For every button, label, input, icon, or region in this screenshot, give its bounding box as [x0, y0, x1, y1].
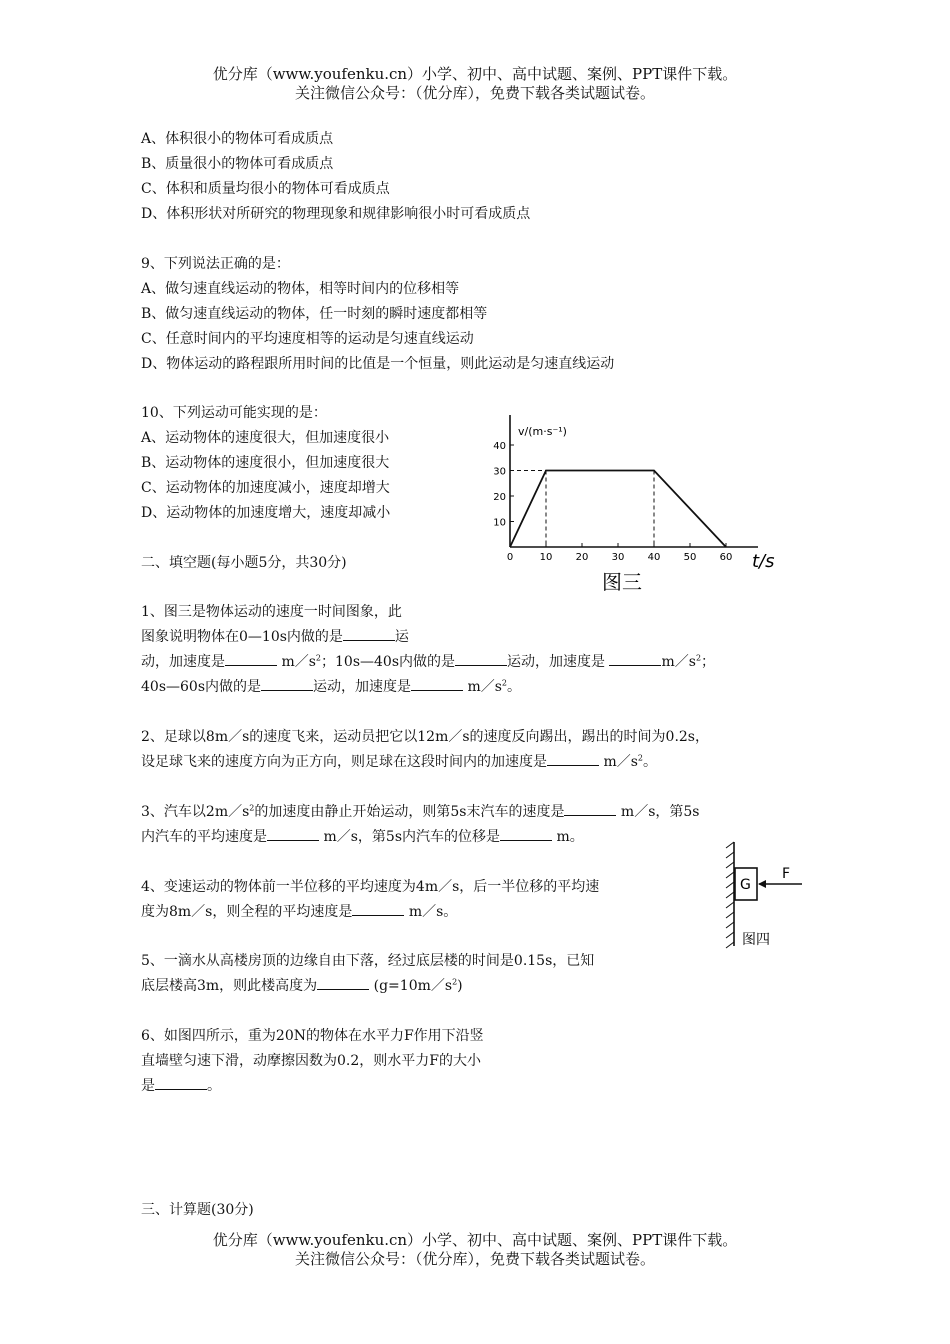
- fill-q2-line-1: 2、足球以8m／s的速度飞来，运动员把它以12m／s的速度反向踢出，踢出的时间为0.2s，: [141, 729, 709, 745]
- answer-blank[interactable]: [609, 653, 661, 666]
- fill-q1-text-3a: 动，加速度是: [141, 654, 225, 670]
- force-label: F: [782, 866, 791, 882]
- y-tick-label: 10: [493, 517, 506, 529]
- superscript-2: 2: [249, 803, 255, 813]
- page-footer-line-2: 关注微信公众号：（优分库），免费下载各类试题试卷。: [294, 1250, 655, 1268]
- answer-blank[interactable]: [500, 828, 552, 841]
- fill-q3-text-1c: m／s，第5s: [616, 804, 700, 820]
- fill-q1-text-4c: m／s: [463, 679, 502, 695]
- y-tick-label: 40: [493, 441, 506, 452]
- x-tick-label: 40: [647, 552, 661, 563]
- fill-q1-line-4: [141, 676, 521, 696]
- fill-q4-line-2: [141, 901, 457, 921]
- answer-blank[interactable]: [225, 653, 277, 666]
- force-arrow-head: [758, 880, 766, 888]
- answer-blank[interactable]: [155, 1077, 207, 1090]
- y-tick-label: 20: [493, 492, 506, 503]
- fill-q2-text-2b: m／s: [599, 754, 638, 770]
- x-tick-label: 10: [539, 552, 553, 563]
- fill-q2-text-2a: 设足球飞来的速度方向为正方向，则足球在这段时间内的加速度是: [141, 754, 547, 770]
- figure-4-wall-block: [718, 838, 818, 956]
- q9-option-d: D、物体运动的路程跟所用时间的比值是一个恒量，则此运动是匀速直线运动: [141, 356, 615, 372]
- fill-q1-text-3d: 运动，加速度是: [507, 654, 610, 670]
- fill-q1-line-2: [141, 626, 409, 646]
- q9-option-c: C、任意时间内的平均速度相等的运动是匀速直线运动: [141, 331, 474, 347]
- fill-q1-line-3: [141, 651, 715, 671]
- superscript-2: 2: [695, 653, 702, 663]
- vt-x-axis-label: t/s: [752, 551, 775, 572]
- fill-q5-line-1: 5、一滴水从高楼房顶的边缘自由下落，经过底层楼的时间是0.15s，已知: [141, 953, 595, 969]
- block-g-label: G: [740, 877, 751, 893]
- fill-q2-line-2: [141, 751, 657, 771]
- y-tick-label: 30: [493, 466, 506, 478]
- answer-blank[interactable]: [267, 828, 319, 841]
- answer-blank[interactable]: [261, 678, 313, 691]
- x-tick-label: 60: [719, 552, 733, 563]
- fill-q1-text-3f: ；: [701, 654, 716, 670]
- fill-q6-text-3b: 。: [207, 1078, 221, 1094]
- q8-option-d: D、体积形状对所研究的物理现象和规律影响很小时可看成质点: [141, 206, 531, 222]
- fill-q5-text-2a: 底层楼高3m，则此楼高度为: [141, 978, 318, 994]
- q9-option-a: A、做匀速直线运动的物体，相等时间内的位移相等: [141, 281, 460, 297]
- fill-q4-text-2b: m／s。: [404, 904, 458, 920]
- q8-option-b: B、质量很小的物体可看成质点: [141, 156, 334, 172]
- section-3-title: 三、计算题(30分): [141, 1202, 254, 1218]
- figure-4-caption: 图四: [742, 932, 770, 948]
- answer-blank[interactable]: [317, 977, 369, 990]
- fill-q6-line-1: 6、如图四所示，重为20N的物体在水平力F作用下沿竖: [141, 1028, 484, 1044]
- x-tick-label: 0: [506, 552, 514, 563]
- fill-q6-line-3: [141, 1075, 221, 1095]
- figure-3-vt-graph: [490, 405, 790, 605]
- fill-q3-line-2: [141, 826, 584, 846]
- q8-option-a: A、体积很小的物体可看成质点: [141, 131, 334, 147]
- fill-q1-text-3b: m／s: [277, 654, 316, 670]
- fill-q3-line-1: [141, 801, 699, 821]
- fill-q4-text-2a: 度为8m／s，则全程的平均速度是: [141, 904, 353, 920]
- q10-option-c: C、运动物体的加速度减小，速度却增大: [141, 480, 390, 496]
- superscript-2: 2: [452, 977, 458, 987]
- section-2-title: 二、填空题(每小题5分，共30分): [141, 555, 347, 571]
- fill-q1-text-2a: 图象说明物体在0—10s内做的是: [141, 629, 343, 645]
- q8-option-c: C、体积和质量均很小的物体可看成质点: [141, 181, 390, 197]
- fill-q4-line-1: 4、变速运动的物体前一半位移的平均速度为4m／s，后一半位移的平均速: [141, 879, 600, 895]
- fill-q3-text-1b: 的加速度由静止开始运动，则第5s末汽车的速度是: [254, 804, 565, 820]
- fill-q1-line-1: 1、图三是物体运动的速度一时间图象，此: [141, 604, 402, 620]
- fill-q5-line-2: [141, 975, 463, 995]
- page-header-line-2: 关注微信公众号：（优分库），免费下载各类试题试卷。: [294, 84, 655, 102]
- superscript-2: 2: [315, 653, 322, 663]
- answer-blank[interactable]: [352, 903, 404, 916]
- wall-hatching: [726, 842, 734, 948]
- answer-blank[interactable]: [564, 803, 616, 816]
- fill-q3-text-2c: m。: [552, 829, 584, 845]
- vt-guides: [510, 471, 654, 548]
- q10-option-d: D、运动物体的加速度增大，速度却减小: [141, 505, 391, 521]
- page-header-line-1: 优分库（www.youfenku.cn）小学、初中、高中试题、案例、PPT课件下载。: [212, 65, 738, 83]
- fill-q3-text-1a: 3、汽车以2m／s: [141, 804, 250, 820]
- q10-option-a: A、运动物体的速度很大，但加速度很小: [141, 430, 390, 446]
- superscript-2: 2: [637, 753, 644, 763]
- q10-stem: 10、下列运动可能实现的是：: [141, 405, 327, 421]
- vt-series-line: [510, 471, 726, 548]
- fill-q2-text-2c: 。: [643, 754, 658, 770]
- q9-stem: 9、下列说法正确的是：: [141, 256, 290, 272]
- fill-q1-text-3c: ；10s—40s内做的是: [321, 654, 456, 670]
- fill-q1-text-3e: m／s: [661, 654, 696, 670]
- fill-q5-text-2b: (g=10m／s: [369, 978, 453, 994]
- page-footer-line-1: 优分库（www.youfenku.cn）小学、初中、高中试题、案例、PPT课件下载。: [212, 1231, 738, 1249]
- x-tick-label: 50: [683, 552, 697, 563]
- answer-blank[interactable]: [343, 628, 395, 641]
- fill-q6-text-3a: 是: [141, 1078, 155, 1094]
- fill-q6-line-2: 直墙壁匀速下滑，动摩擦因数为0.2，则水平力F的大小: [141, 1053, 481, 1069]
- fill-q1-text-4b: 运动，加速度是: [313, 679, 411, 695]
- q9-option-b: B、做匀速直线运动的物体，任一时刻的瞬时速度都相等: [141, 306, 488, 322]
- figure-3-caption: 图三: [602, 570, 642, 594]
- answer-blank[interactable]: [547, 753, 599, 766]
- vt-x-ticks: [507, 543, 733, 563]
- x-tick-label: 30: [611, 552, 625, 563]
- fill-q3-text-2b: m／s，第5s内汽车的位移是: [319, 829, 501, 845]
- fill-q1-text-4a: 40s—60s内做的是: [141, 679, 261, 695]
- fill-q3-text-2a: 内汽车的平均速度是: [141, 829, 267, 845]
- fill-q5-text-2c: ): [457, 978, 463, 994]
- vt-y-ticks: [493, 441, 514, 529]
- fill-q1-text-4d: 。: [507, 679, 522, 695]
- fill-q1-text-2b: 运: [394, 629, 409, 645]
- superscript-2: 2: [501, 678, 508, 688]
- q10-option-b: B、运动物体的速度很小，但加速度很大: [141, 455, 390, 471]
- vt-y-axis-label: v/(m·s⁻¹): [518, 425, 567, 438]
- answer-blank[interactable]: [455, 653, 507, 666]
- answer-blank[interactable]: [411, 678, 463, 691]
- x-tick-label: 20: [575, 552, 589, 563]
